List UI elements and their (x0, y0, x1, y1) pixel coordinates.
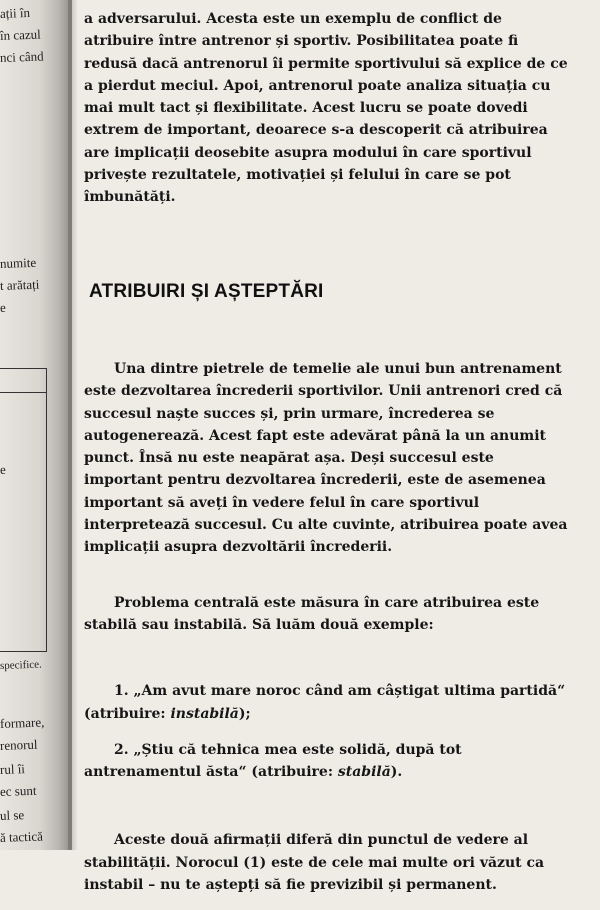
left-page-fragment: specifice. (0, 658, 43, 672)
left-page-fragment: rul îi (0, 761, 26, 777)
left-page-fragment: ații în (0, 4, 31, 21)
example-note-close: ); (238, 705, 251, 722)
paragraph-1: Una dintre pietrele de temelie ale unui bun antrenament este dezvoltarea încrederii sportivilor. Unii antrenori cred că succesul naște succes și, prin urmare, încrederea se autogenerează. Acest fapt este adevărat până la un anumit punct. Însă nu este neapărat așa. Deși succesul este important pentru dezvoltarea încrederii, este de asemenea important să aveți în vedere felul în care sportivul interpretează succesul. Cu alte cuvinte, atribuirea poate avea implicații asupra dezvoltării încrederii. (84, 361, 568, 556)
left-page-fragment: renorul (0, 736, 38, 753)
left-page-fragment: e (0, 299, 7, 315)
example-2 (84, 739, 570, 784)
paragraph-3: Aceste două afirmații diferă din punctul de vedere al stabilității. Norocul (1) este de cele mai multe ori văzut ca instabil – nu te aștepți să fie previzibil și permanent. (84, 832, 545, 894)
left-page-fragment: t arătați (0, 276, 40, 293)
left-page-box-rule (0, 392, 46, 393)
left-page-fragment: nci când (0, 48, 44, 65)
example-note: (atribuire: (84, 705, 171, 722)
example-term: stabilă (337, 764, 391, 781)
left-page-fragment: ă tactică (0, 828, 44, 845)
example-quote: „Am avut mare noroc când am câștigat ultima partidă“ (133, 683, 566, 700)
book-spine-shadow (68, 0, 78, 850)
left-page-fragment: în cazul (0, 26, 42, 43)
example-quote: „Știu că tehnica mea este solidă, după tot antrenamentul ăsta“ (84, 741, 462, 781)
left-page-fragment: ec sunt (0, 782, 37, 799)
left-page-fragment: numite (0, 254, 37, 271)
example-number: 1. (114, 683, 129, 700)
example-note-close: ). (390, 764, 403, 781)
paragraph-2: Problema centrală este măsura în care atribuirea este stabilă sau instabilă. Să luăm două exemple: (84, 594, 540, 633)
example-number: 2. (114, 741, 129, 758)
example-note: (atribuire: (246, 764, 338, 781)
left-page-fragment: ul se (0, 807, 25, 823)
example-1 (84, 680, 570, 725)
left-page-fragment: formare, (0, 714, 45, 731)
section-body (84, 344, 570, 910)
intro-paragraph: a adversarului. Acesta este un exemplu de conflict de atribuire între antrenor și sportiv. Posibilitatea poate fi redusă dacă antrenorul îi permite sportivului să explice de ce a pierdut meciul. Apoi, antrenorul poate analiza situația cu mai mult tact și flexibilitate. Acest lucru se poate dovedi extrem de important, deoarece s-a descoperit că atribuirea are implicații deosebite asupra modului în care sportivul privește rezultatele, motivației și felului în care se pot îmbunătăți. (84, 11, 568, 206)
section-heading: ATRIBUIRI ȘI AȘTEPTĂRI (89, 281, 324, 302)
intro-block (84, 8, 570, 209)
left-page-box (0, 368, 47, 652)
example-term: instabilă (170, 705, 239, 722)
left-page-fragment: e (0, 461, 7, 477)
